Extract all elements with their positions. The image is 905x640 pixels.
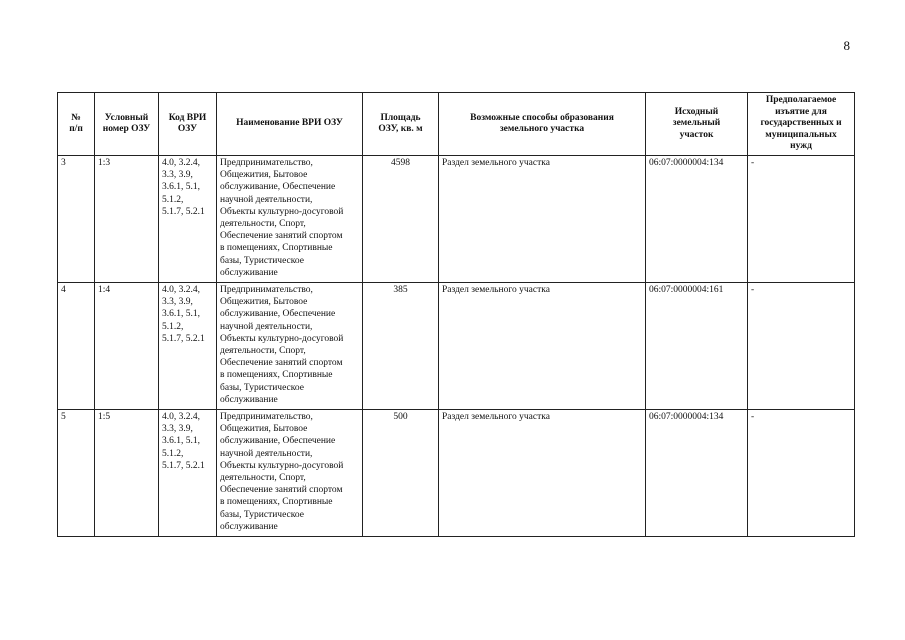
header-cell-method: Возможные способы образования земельного участка bbox=[439, 93, 646, 156]
cell-num: 5 bbox=[58, 410, 95, 537]
table-row bbox=[58, 283, 855, 410]
header-cell-conditional-number: Условный номер ОЗУ bbox=[95, 93, 159, 156]
cell-num: 3 bbox=[58, 156, 95, 283]
header-cell-area: Площадь ОЗУ, кв. м bbox=[363, 93, 439, 156]
cell-method: Раздел земельного участка bbox=[439, 410, 646, 537]
cell-area: 500 bbox=[363, 410, 439, 537]
table-header bbox=[58, 93, 855, 156]
land-plots-table bbox=[57, 92, 855, 537]
cell-conditional-number: 1:3 bbox=[95, 156, 159, 283]
cell-method: Раздел земельного участка bbox=[439, 156, 646, 283]
header-cell-vri-code: Код ВРИ ОЗУ bbox=[159, 93, 217, 156]
table-body bbox=[58, 156, 855, 537]
cell-vri-name: Предпринимательство, Общежития, Бытовое обслуживание, Обеспечение научной деятельности, Объекты культурно-досуговой деятельности, Спорт, Обеспечение занятий спортом в помещениях, Спортивные базы, Туристическое обслуживание bbox=[217, 156, 363, 283]
cell-source-parcel: 06:07:0000004:134 bbox=[646, 156, 748, 283]
cell-vri-code: 4.0, 3.2.4, 3.3, 3.9, 3.6.1, 5.1, 5.1.2, 5.1.7, 5.2.1 bbox=[159, 283, 217, 410]
cell-area: 4598 bbox=[363, 156, 439, 283]
cell-source-parcel: 06:07:0000004:134 bbox=[646, 410, 748, 537]
cell-num: 4 bbox=[58, 283, 95, 410]
cell-conditional-number: 1:5 bbox=[95, 410, 159, 537]
cell-source-parcel: 06:07:0000004:161 bbox=[646, 283, 748, 410]
cell-withdrawal: - bbox=[748, 283, 855, 410]
cell-conditional-number: 1:4 bbox=[95, 283, 159, 410]
table-row bbox=[58, 156, 855, 283]
header-row bbox=[58, 93, 855, 156]
header-cell-withdrawal: Предполагаемое изъятие для государственных и муниципальных нужд bbox=[748, 93, 855, 156]
header-cell-vri-name: Наименование ВРИ ОЗУ bbox=[217, 93, 363, 156]
cell-vri-code: 4.0, 3.2.4, 3.3, 3.9, 3.6.1, 5.1, 5.1.2, 5.1.7, 5.2.1 bbox=[159, 410, 217, 537]
cell-withdrawal: - bbox=[748, 410, 855, 537]
cell-withdrawal: - bbox=[748, 156, 855, 283]
header-cell-source-parcel: Исходный земельный участок bbox=[646, 93, 748, 156]
header-cell-num: № п/п bbox=[58, 93, 95, 156]
page-number: 8 bbox=[843, 38, 850, 53]
cell-area: 385 bbox=[363, 283, 439, 410]
cell-vri-code: 4.0, 3.2.4, 3.3, 3.9, 3.6.1, 5.1, 5.1.2, 5.1.7, 5.2.1 bbox=[159, 156, 217, 283]
cell-vri-name: Предпринимательство, Общежития, Бытовое обслуживание, Обеспечение научной деятельности, Объекты культурно-досуговой деятельности, Спорт, Обеспечение занятий спортом в помещениях, Спортивные базы, Туристическое обслуживание bbox=[217, 283, 363, 410]
cell-vri-name: Предпринимательство, Общежития, Бытовое обслуживание, Обеспечение научной деятельности, Объекты культурно-досуговой деятельности, Спорт, Обеспечение занятий спортом в помещениях, Спортивные базы, Туристическое обслуживание bbox=[217, 410, 363, 537]
cell-method: Раздел земельного участка bbox=[439, 283, 646, 410]
table-row bbox=[58, 410, 855, 537]
